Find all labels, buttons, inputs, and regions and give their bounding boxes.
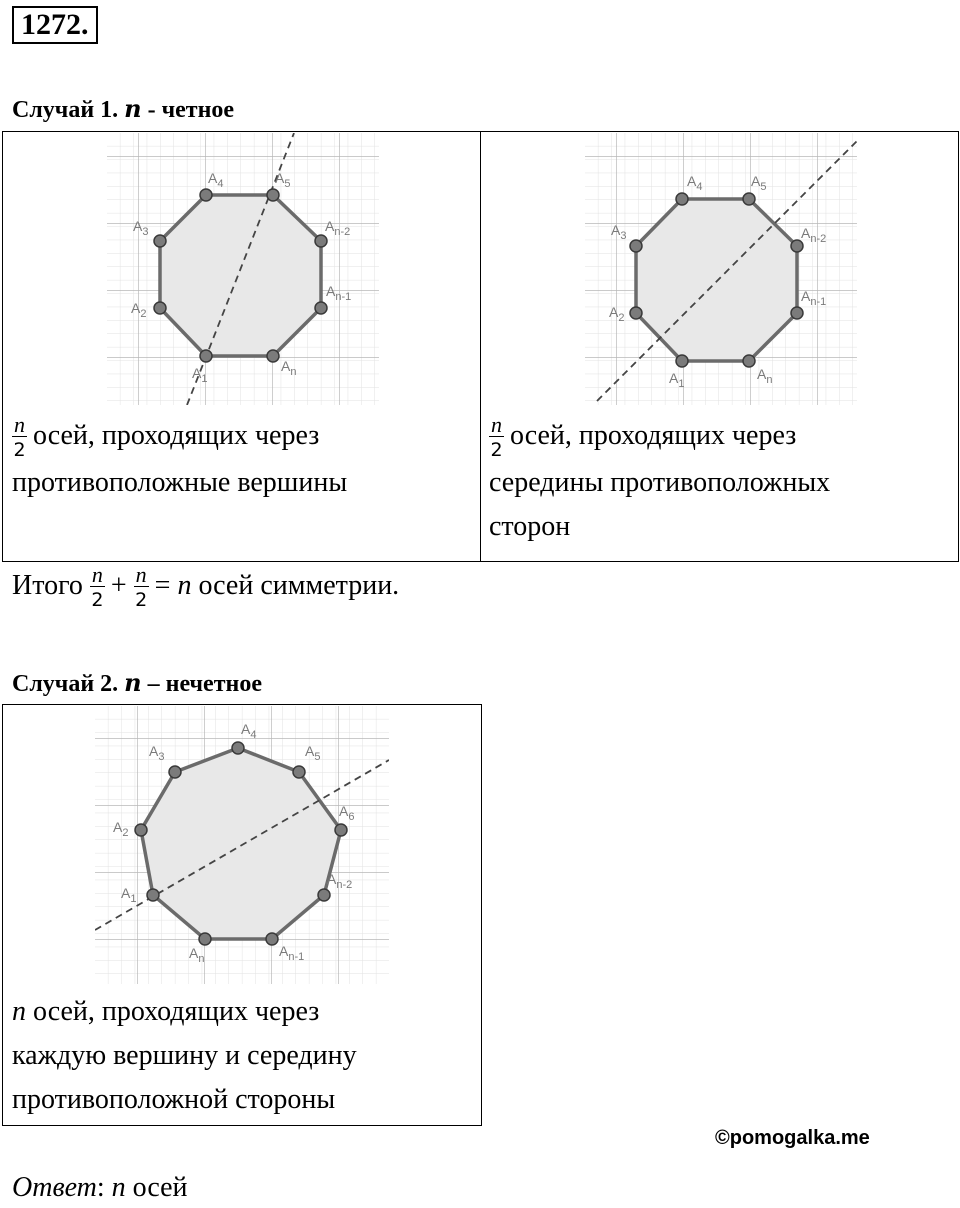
case2-heading-suffix: – нечетное	[141, 671, 262, 697]
case1-total	[12, 564, 399, 611]
case2-figure	[95, 706, 389, 984]
answer	[12, 1168, 188, 1208]
label-an-1: $A_{n-1}$	[801, 288, 827, 308]
label-an-2: $A_{n-2}$	[327, 871, 353, 891]
label-a2: $A_2$	[609, 304, 625, 324]
label-a2: $A_2$	[131, 300, 147, 320]
label-a3: $A_3$	[133, 218, 149, 238]
label-a3: $A_3$	[149, 743, 165, 763]
case1-left-text	[12, 414, 472, 505]
equals-sign: =	[154, 570, 171, 601]
fraction-n-over-2: $\frac{n}{2}$	[490, 412, 503, 462]
case2-heading-var: n	[124, 668, 142, 697]
label-a1: $A_1$	[669, 370, 685, 390]
case1-right-text	[489, 414, 949, 549]
label-an-2: $A_{n-2}$	[325, 218, 351, 238]
label-a4: $A_4$	[241, 721, 257, 741]
label-an: $A_n$	[281, 358, 297, 378]
watermark: ©pomogalka.me	[715, 1127, 870, 1149]
fraction-n-over-2: $\frac{n}{2}$	[13, 412, 26, 462]
case2-line1: n осей, проходящих через	[12, 996, 320, 1027]
case2-heading-prefix: Случай 2.	[12, 671, 119, 697]
fraction-n-over-2-b: $\frac{n}{2}$	[135, 562, 148, 612]
case1-left-figure	[107, 133, 379, 405]
label-a6: $A_6$	[339, 803, 355, 823]
result-var: n	[177, 570, 192, 601]
label-an-1: $A_{n-1}$	[279, 943, 305, 963]
label-an-1: $A_{n-1}$	[326, 283, 352, 303]
label-an-2: $A_{n-2}$	[801, 225, 827, 245]
answer-colon: :	[96, 1172, 105, 1203]
label-a1: $A_1$	[121, 885, 137, 905]
case1-heading-prefix: Случай 1.	[12, 97, 119, 123]
case2-line3: противоположной стороны	[12, 1084, 336, 1115]
case2-text	[12, 990, 474, 1122]
label-a5: $A_5$	[275, 170, 291, 190]
case1-right-figure	[585, 133, 857, 405]
answer-label: Ответ	[12, 1172, 97, 1203]
answer-var: n	[111, 1172, 126, 1203]
label-a3: $A_3$	[611, 222, 627, 242]
label-a4: $A_4$	[687, 173, 703, 193]
task-number: 1272.	[12, 6, 98, 44]
label-a5: $A_5$	[751, 173, 767, 193]
case1-left-line1: $\frac{n}{2}$ осей, проходящих через	[13, 412, 320, 462]
total-prefix: Итого	[12, 570, 83, 601]
case2-line2: каждую вершину и середину	[12, 1040, 357, 1071]
label-an: $A_n$	[757, 366, 773, 386]
label-a5: $A_5$	[305, 743, 321, 763]
label-an: $A_n$	[189, 945, 205, 965]
case1-right-line2: середины противоположных	[489, 467, 831, 499]
label-a2: $A_2$	[113, 819, 129, 839]
octagon-shape	[160, 195, 321, 356]
case1-left-line2: противоположные вершины	[12, 467, 348, 499]
case1-right-line3: сторон	[489, 511, 571, 543]
case1-heading	[12, 94, 234, 125]
label-a4: $A_4$	[208, 170, 224, 190]
plus-sign: +	[110, 570, 127, 601]
label-a1: $A_1$	[192, 365, 208, 385]
total-suffix: осей симметрии.	[198, 570, 400, 601]
case2-heading	[12, 668, 262, 699]
case1-right-line1: $\frac{n}{2}$ осей, проходящих через	[490, 412, 797, 462]
answer-text: осей	[132, 1172, 188, 1203]
fraction-n-over-2-a: $\frac{n}{2}$	[91, 562, 104, 612]
case1-heading-var: n	[124, 94, 142, 123]
case1-heading-suffix: - четное	[141, 97, 235, 123]
